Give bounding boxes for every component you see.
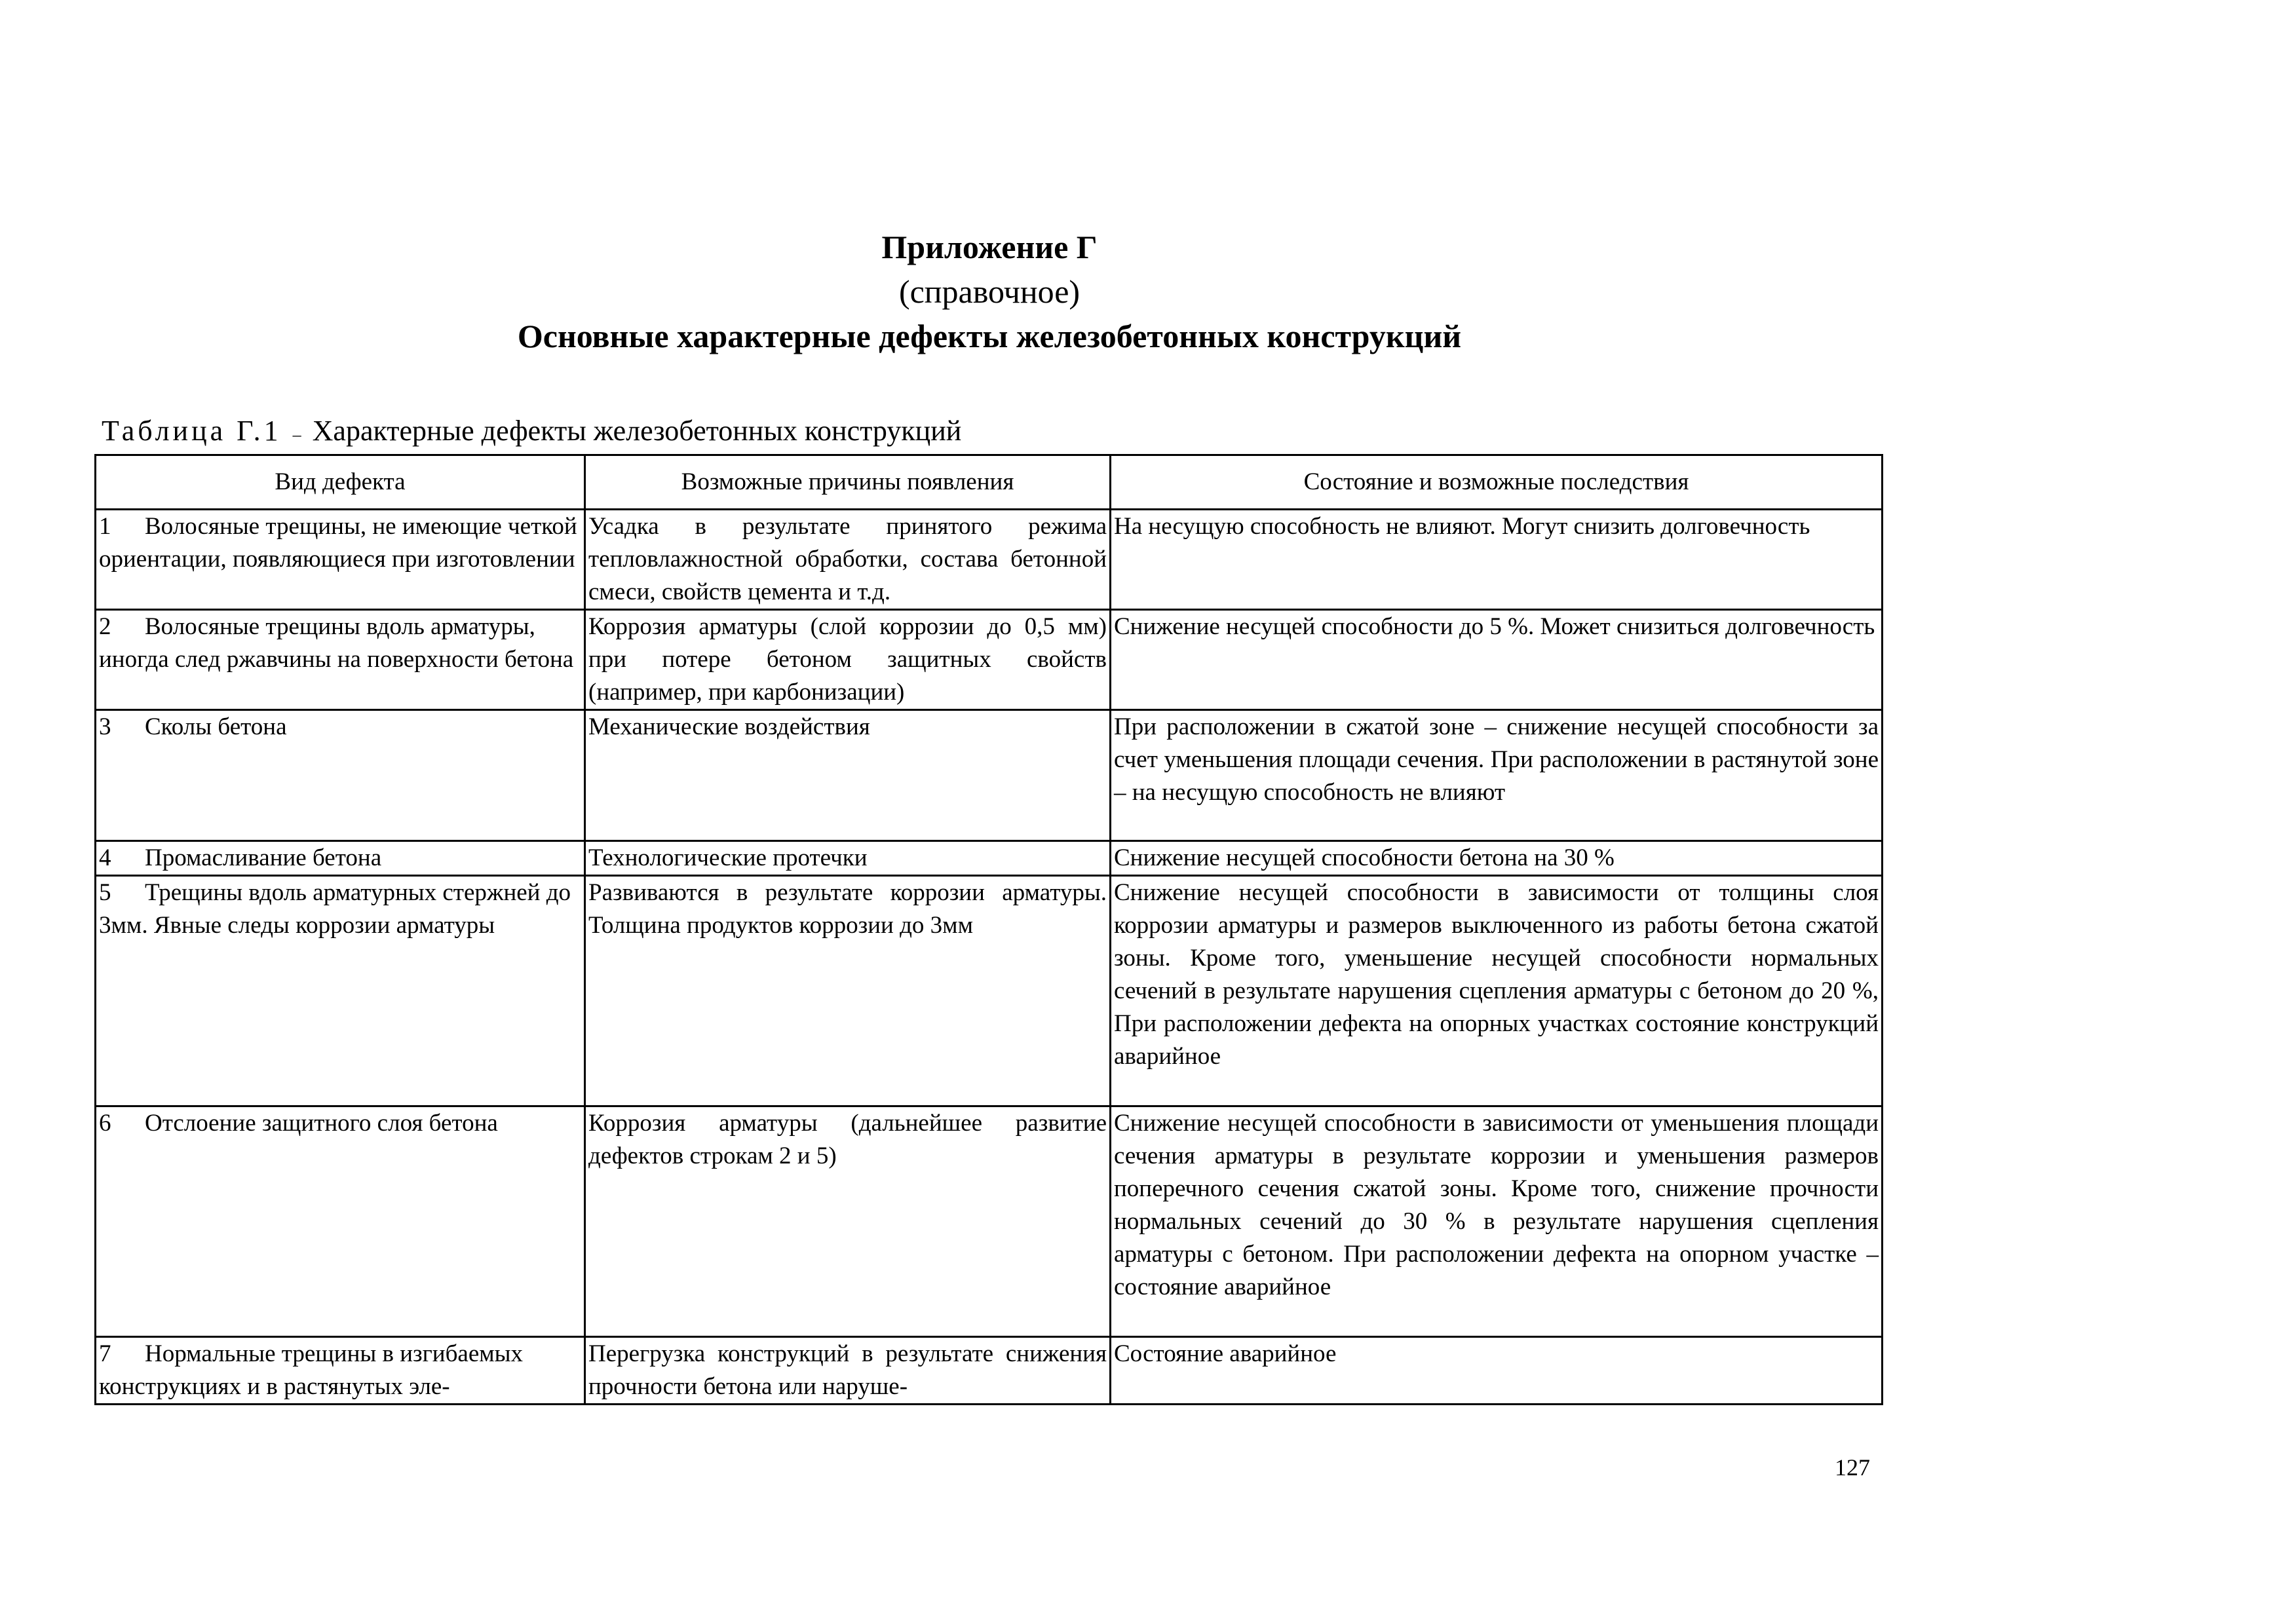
row-number: 7 — [99, 1340, 111, 1367]
defect-cell — [96, 841, 585, 876]
defect-text: Волосяные трещины вдоль арматуры, иногда след ржавчины на поверхности бетона — [99, 613, 574, 673]
defect-cell — [96, 510, 585, 610]
consequence-cell: Снижение несущей способности до 5 %. Может снизиться долговечность — [1111, 610, 1883, 710]
page-number: 127 — [1835, 1454, 1870, 1481]
row-number: 6 — [99, 1110, 111, 1137]
table-caption-label: Таблица Г.1 — [102, 415, 282, 447]
cause-cell: Коррозия арматуры (дальнейшее развитие дефектов строкам 2 и 5) — [585, 1106, 1111, 1337]
header-causes: Возможные причины появления — [585, 455, 1111, 510]
appendix-title: Основные характерные дефекты железобетонных конструкций — [517, 318, 1462, 354]
row-number: 1 — [99, 513, 111, 540]
table-caption — [102, 417, 961, 445]
defect-cell — [96, 710, 585, 841]
defect-text: Отслоение защитного слоя бетона — [145, 1110, 498, 1137]
defect-text: Трещины вдоль арматурных стержней до 3мм. Явные следы коррозии арматуры — [99, 879, 571, 939]
table-row — [96, 841, 1883, 876]
cause-cell: Перегрузка конструкций в результате снижения прочности бетона или наруше- — [585, 1337, 1111, 1405]
consequence-cell: На несущую способность не влияют. Могут снизить долговечность — [1111, 510, 1883, 610]
consequence-cell: При расположении в сжатой зоне – снижение несущей способности за счет уменьшения площади сечения. При расположении в растянутой зоне – на несущую способность не влияют — [1111, 710, 1883, 841]
row-number: 5 — [99, 879, 111, 906]
defect-text: Нормальные трещины в изгибаемых конструкциях и в растянутых эле- — [99, 1340, 524, 1400]
consequence-cell: Снижение несущей способности в зависимости от уменьшения площади сечения арматуры в результате коррозии и уменьшения размеров поперечного сечения сжатой зоны. Кроме того, снижение прочности нормальных сечений до 30 % в результате нарушения сцепления арматуры с бетоном. При расположении дефекта на опорном участке – состояние аварийное — [1111, 1106, 1883, 1337]
table-caption-dash: – — [292, 425, 301, 444]
table-caption-text: Характерные дефекты железобетонных конструкций — [312, 415, 962, 447]
cause-cell: Технологические протечки — [585, 841, 1111, 876]
header-defect-type: Вид дефекта — [96, 455, 585, 510]
defect-text: Промасливание бетона — [145, 844, 382, 871]
defect-text: Волосяные трещины, не имеющие четкой ориентации, появляющиеся при изготовлении — [99, 513, 577, 573]
cause-cell: Механические воздействия — [585, 710, 1111, 841]
defect-cell — [96, 876, 585, 1106]
cause-cell: Коррозия арматуры (слой коррозии до 0,5 мм) при потере бетоном защитных свойств (например, при карбонизации) — [585, 610, 1111, 710]
appendix-heading: Приложение Г — [881, 229, 1098, 265]
defect-cell — [96, 610, 585, 710]
cause-cell: Усадка в результате принятого режима тепловлажностной обработки, состава бетонной смеси, свойств цемента и т.д. — [585, 510, 1111, 610]
table-row — [96, 510, 1883, 610]
consequence-cell: Состояние аварийное — [1111, 1337, 1883, 1405]
row-number: 4 — [99, 844, 111, 871]
defects-table — [94, 454, 1883, 1405]
table-header-row — [96, 455, 1883, 510]
cause-cell: Развиваются в результате коррозии арматуры. Толщина продуктов коррозии до 3мм — [585, 876, 1111, 1106]
header-consequences: Состояние и возможные последствия — [1111, 455, 1883, 510]
consequence-cell: Снижение несущей способности бетона на 30 % — [1111, 841, 1883, 876]
consequence-cell: Снижение несущей способности в зависимости от толщины слоя коррозии арматуры и размеров выключенного из работы бетона сжатой зоны. Кроме того, уменьшение несущей способности нормальных сечений в результате нарушения сцепления арматуры с бетоном до 20 %, При расположении дефекта на опорных участках состояние конструкций аварийное — [1111, 876, 1883, 1106]
table-row — [96, 876, 1883, 1106]
defect-cell — [96, 1106, 585, 1337]
table-row — [96, 710, 1883, 841]
defect-cell — [96, 1337, 585, 1405]
table-row — [96, 1337, 1883, 1405]
table-row — [96, 1106, 1883, 1337]
appendix-kind: (справочное) — [898, 273, 1081, 310]
row-number: 2 — [99, 613, 111, 640]
defect-text: Сколы бетона — [145, 713, 287, 740]
table-row — [96, 610, 1883, 710]
row-number: 3 — [99, 713, 111, 740]
